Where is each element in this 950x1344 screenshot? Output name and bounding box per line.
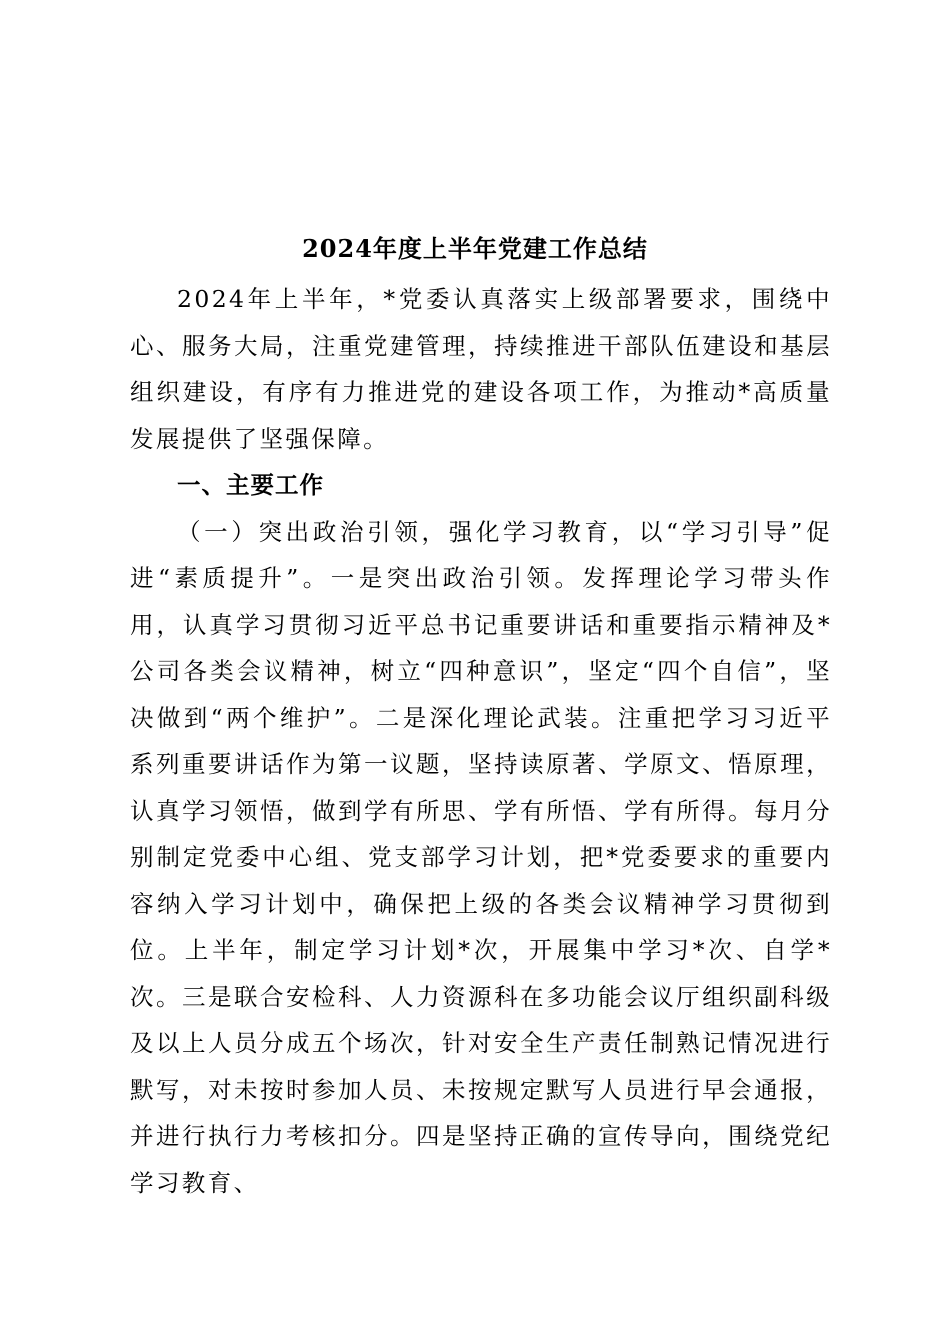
section-heading: 一、主要工作 [177,471,324,499]
document-title: 2024年度上半年党建工作总结 [302,234,648,263]
body-paragraph: （一）突出政治引领，强化学习教育，以“学习引导”促进“素质提升”。一是突出政治引领。发挥理论学习带头作用，认真学习贯彻习近平总书记重要讲话和重要指示精神及*公司各类会议精神，树立“四种意识”，坚定“四个自信”，坚决做到“两个维护”。二是深化理论武装。注重把学习习近平系列重要讲话作为第一议题，坚持读原著、学原文、悟原理，认真学习领悟，做到学有所思、学有所悟、学有所得。每月分别制定党委中心组、党支部学习计划，把*党委要求的重要内容纳入学习计划中，确保把上级的各类会议精神学习贯彻到位。上半年，制定学习计划*次，开展集中学习*次、自学*次。三是联合安检科、人力资源科在多功能会议厅组织副科级及以上人员分成五个场次，针对安全生产责任制熟记情况进行默写，对未按时参加人员、未按规定默写人员进行早会通报，并进行执行力考核扣分。四是坚持正确的宣传导向，围绕党纪学习教育、 [130,517,832,1197]
document-body [130,276,832,1206]
intro-paragraph: 2024年上半年，*党委认真落实上级部署要求，围绕中心、服务大局，注重党建管理，持续推进干部队伍建设和基层组织建设，有序有力推进党的建设各项工作，为推动*高质量发展提供了坚强保障。 [130,285,832,453]
